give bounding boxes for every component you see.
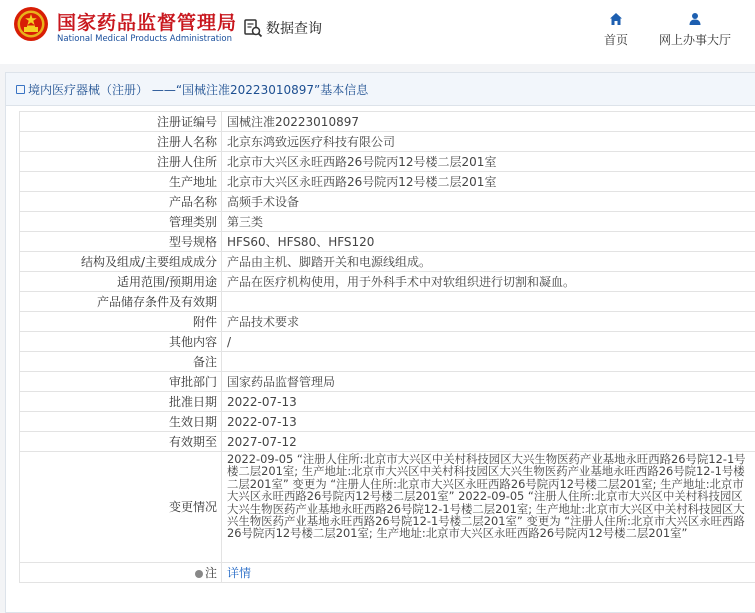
record-title-icon	[16, 85, 25, 94]
table-row	[20, 152, 755, 172]
table-row	[20, 352, 755, 372]
table-row-change	[20, 452, 755, 563]
row-label: 审批部门	[20, 372, 222, 392]
row-label: 注册人名称	[20, 132, 222, 152]
row-label: 型号规格	[20, 232, 222, 252]
row-value: 高频手术设备	[222, 192, 755, 212]
table-row	[20, 252, 755, 272]
note-value-cell	[222, 563, 755, 583]
row-value: 产品在医疗机构使用，用于外科手术中对软组织进行切割和凝血。	[222, 272, 755, 292]
table-row	[20, 232, 755, 252]
row-label: 附件	[20, 312, 222, 332]
row-value: 2027-07-12	[222, 432, 755, 452]
brand-title[interactable]: 国家药品监督管理局	[57, 12, 238, 34]
user-icon	[688, 12, 702, 26]
row-value: 北京市大兴区永旺西路26号院丙12号楼二层201室	[222, 152, 755, 172]
lightbulb-icon	[195, 570, 203, 578]
row-label: 生效日期	[20, 412, 222, 432]
table-row	[20, 412, 755, 432]
data-query-link[interactable]	[243, 17, 322, 39]
table-row-note	[20, 563, 755, 583]
record-info-body	[20, 112, 755, 583]
table-row	[20, 112, 755, 132]
row-value: 产品技术要求	[222, 312, 755, 332]
row-value: HFS60、HFS80、HFS120	[222, 232, 755, 252]
detail-link[interactable]: 详情	[227, 565, 252, 580]
home-icon	[609, 12, 623, 26]
row-value: 2022-07-13	[222, 412, 755, 432]
table-row	[20, 432, 755, 452]
row-label: 有效期至	[20, 432, 222, 452]
nav-home-label: 首页	[604, 33, 629, 47]
row-label: 变更情况	[20, 452, 222, 563]
row-label: 备注	[20, 352, 222, 372]
brand-subtitle: National Medical Products Administration	[57, 34, 232, 44]
data-query-label: 数据查询	[266, 21, 322, 37]
record-title-bar	[6, 73, 755, 106]
row-value: 第三类	[222, 212, 755, 232]
record-info-table	[19, 111, 755, 583]
row-value	[222, 292, 755, 312]
row-label: 产品名称	[20, 192, 222, 212]
record-panel	[5, 72, 755, 613]
row-label: 生产地址	[20, 172, 222, 192]
row-label: 结构及组成/主要组成成分	[20, 252, 222, 272]
nav-online-service-hall-label: 网上办事大厅	[659, 33, 732, 47]
nav-home[interactable]	[604, 12, 628, 48]
note-label-cell	[20, 563, 222, 583]
row-label: 批准日期	[20, 392, 222, 412]
table-row	[20, 212, 755, 232]
row-label: 适用范围/预期用途	[20, 272, 222, 292]
table-row	[20, 172, 755, 192]
row-label: 注册人住所	[20, 152, 222, 172]
row-value	[222, 352, 755, 372]
row-value: /	[222, 332, 755, 352]
table-row	[20, 192, 755, 212]
row-value: 国家药品监督管理局	[222, 372, 755, 392]
table-row	[20, 332, 755, 352]
row-value: 北京市大兴区永旺西路26号院丙12号楼二层201室	[222, 172, 755, 192]
table-row	[20, 372, 755, 392]
row-value: 北京东鸿致远医疗科技有限公司	[222, 132, 755, 152]
change-history-text: 2022-09-05 “注册人住所:北京市大兴区中关村科技园区大兴生物医药产业基地永旺西路26号院12-1号楼二层201室; 生产地址:北京市大兴区中关村科技园区大兴生物医药产业基地永旺西路26号院12-1号楼二层201室” 变更为 “注册人住所:北京市大兴区永旺西路26号院丙12号楼二层201室; 生产地址:北京市大兴区永旺西路26号院丙12号楼二层201室” 2022-09-05 “注册人住所:北京市大兴区中关村科技园区大兴生物医药产业基地永旺西路26号院12-1号楼二层201室; 生产地址:北京市大兴区中关村科技园区大兴生物医药产业基地永旺西路26号院12-1号楼二层201室” 变更为 “注册人住所:北京市大兴区永旺西路26号院丙12号楼二层201室; 生产地址:北京市大兴区永旺西路26号院丙12号楼二层201室”	[222, 452, 755, 563]
row-value: 2022-07-13	[222, 392, 755, 412]
table-row	[20, 292, 755, 312]
national-emblem-logo-icon[interactable]	[13, 6, 49, 42]
table-row	[20, 392, 755, 412]
document-search-icon	[243, 18, 263, 38]
table-row	[20, 132, 755, 152]
row-label: 注册证编号	[20, 112, 222, 132]
row-label: 产品储存条件及有效期	[20, 292, 222, 312]
note-label: 注	[204, 565, 217, 580]
site-header	[0, 0, 755, 64]
row-label: 管理类别	[20, 212, 222, 232]
table-row	[20, 312, 755, 332]
row-label: 其他内容	[20, 332, 222, 352]
nav-online-service-hall[interactable]	[659, 12, 731, 48]
row-value: 国械注准20223010897	[222, 112, 755, 132]
row-value: 产品由主机、脚踏开关和电源线组成。	[222, 252, 755, 272]
record-title: 境内医疗器械（注册） ——“国械注准20223010897”基本信息	[28, 82, 369, 97]
table-row	[20, 272, 755, 292]
